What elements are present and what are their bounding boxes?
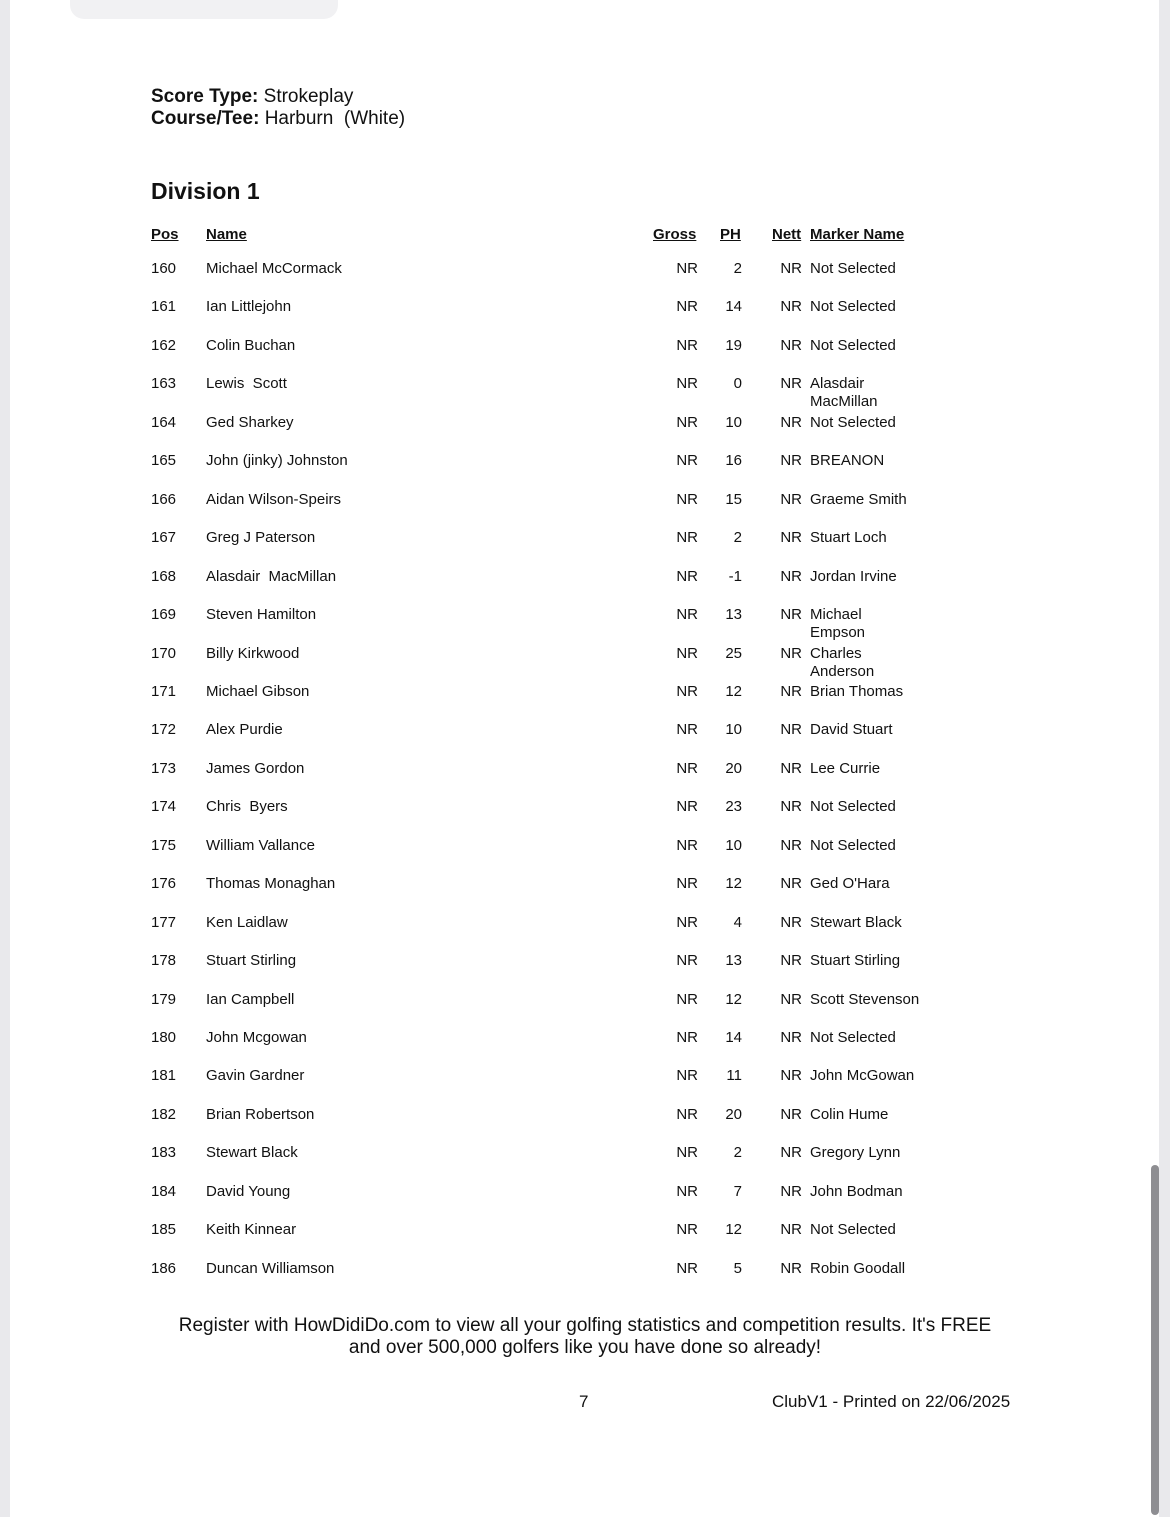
cell-ph: 10	[725, 413, 742, 431]
cell-nett: NR	[780, 452, 802, 470]
cell-pos: 163	[151, 375, 177, 393]
cell-nett: NR	[780, 1259, 802, 1277]
cell-pos: 184	[151, 1182, 177, 1200]
cell-gross: NR	[676, 990, 698, 1008]
table-row	[0, 721, 1170, 759]
table-row	[0, 1029, 1170, 1067]
table-row	[0, 798, 1170, 836]
cell-marker-name: BREANON	[810, 452, 885, 470]
cell-pos: 160	[151, 260, 177, 277]
cell-nett: NR	[780, 567, 802, 585]
cell-nett: NR	[780, 1221, 802, 1239]
register-note	[140, 1315, 1030, 1359]
cell-nett: NR	[780, 413, 802, 431]
cell-marker-name: Ged O'Hara	[810, 875, 890, 893]
cell-ph: 5	[733, 1259, 742, 1277]
cell-nett: NR	[780, 1144, 802, 1162]
course-tee-label: Course/Tee:	[151, 108, 260, 129]
cell-pos: 175	[151, 836, 177, 854]
cell-nett: NR	[780, 721, 802, 739]
cell-ph: 13	[725, 606, 742, 624]
cell-ph: 12	[725, 875, 742, 893]
cell-nett: NR	[780, 375, 802, 393]
cell-name: Greg J Paterson	[206, 529, 316, 547]
cell-ph: 12	[725, 682, 742, 700]
cell-name: John Mcgowan	[206, 1029, 307, 1046]
cell-gross: NR	[676, 606, 698, 624]
table-row	[0, 952, 1170, 990]
cell-name: Michael Gibson	[206, 682, 310, 700]
cell-marker-name: Graeme Smith	[810, 490, 907, 508]
cell-marker-name: Not Selected	[810, 1029, 896, 1046]
cell-name: Lewis Scott	[206, 375, 287, 393]
cell-nett: NR	[780, 336, 802, 354]
cell-name: Gavin Gardner	[206, 1067, 305, 1085]
cell-gross: NR	[676, 682, 698, 700]
score-type-label: Score Type:	[151, 86, 259, 107]
cell-gross: NR	[676, 1029, 698, 1046]
cell-nett: NR	[780, 606, 802, 624]
cell-name: Michael McCormack	[206, 260, 342, 277]
cell-name: Alex Purdie	[206, 721, 283, 739]
cell-name: Duncan Williamson	[206, 1259, 335, 1277]
cell-pos: 166	[151, 490, 177, 508]
cell-ph: 16	[725, 452, 742, 470]
toolbar-tab	[70, 0, 338, 19]
cell-pos: 170	[151, 644, 177, 662]
cell-pos: 174	[151, 798, 177, 816]
table-row	[0, 375, 1170, 413]
cell-nett: NR	[780, 759, 802, 777]
cell-name: Ian Littlejohn	[206, 298, 292, 316]
cell-ph: 4	[733, 913, 742, 931]
cell-pos: 168	[151, 567, 177, 585]
cell-gross: NR	[676, 452, 698, 470]
cell-gross: NR	[676, 836, 698, 854]
cell-marker-name: Jordan Irvine	[810, 567, 897, 585]
cell-ph: 19	[725, 336, 742, 354]
cell-marker-name: Not Selected	[810, 336, 896, 354]
cell-gross: NR	[676, 875, 698, 893]
cell-name: Keith Kinnear	[206, 1221, 297, 1239]
register-note-line-1: Register with HowDidiDo.com to view all your golfing statistics and competition results. It's FREE	[178, 1315, 992, 1336]
cell-ph: 20	[725, 759, 742, 777]
cell-gross: NR	[676, 490, 698, 508]
table-row	[0, 1260, 1170, 1298]
cell-pos: 181	[151, 1067, 177, 1085]
cell-name: David Young	[206, 1182, 291, 1200]
cell-ph: 10	[725, 836, 742, 854]
cell-marker-name: Michael Empson	[810, 606, 866, 642]
cell-marker-name: Gregory Lynn	[810, 1144, 901, 1162]
cell-gross: NR	[676, 644, 698, 662]
cell-marker-name: John McGowan	[810, 1067, 915, 1085]
table-row	[0, 568, 1170, 606]
cell-pos: 169	[151, 606, 177, 624]
cell-marker-name: Not Selected	[810, 1221, 896, 1239]
cell-nett: NR	[780, 1182, 802, 1200]
header-ph: PH	[720, 226, 741, 243]
cell-pos: 164	[151, 413, 177, 431]
cell-nett: NR	[780, 952, 802, 970]
table-row	[0, 606, 1170, 644]
cell-name: Chris Byers	[206, 798, 288, 816]
cell-gross: NR	[676, 798, 698, 816]
table-row	[0, 914, 1170, 952]
cell-pos: 167	[151, 529, 177, 547]
cell-ph: 13	[725, 952, 742, 970]
course-tee-value: Harburn (White)	[264, 108, 406, 129]
cell-ph: 14	[725, 298, 742, 316]
cell-marker-name: Stewart Black	[810, 913, 902, 931]
header-gross: Gross	[653, 226, 697, 243]
cell-ph: 12	[725, 990, 742, 1008]
cell-name: James Gordon	[206, 759, 305, 777]
cell-gross: NR	[676, 952, 698, 970]
cell-ph: 20	[725, 1105, 742, 1123]
cell-marker-name: Charles Anderson	[810, 644, 875, 680]
cell-pos: 183	[151, 1144, 177, 1162]
cell-ph: 7	[733, 1182, 742, 1200]
cell-name: Aidan Wilson-Speirs	[206, 490, 342, 508]
cell-pos: 180	[151, 1029, 177, 1046]
table-row	[0, 875, 1170, 913]
cell-name: Steven Hamilton	[206, 606, 317, 624]
header-pos: Pos	[151, 226, 179, 243]
table-row	[0, 414, 1170, 452]
cell-gross: NR	[676, 721, 698, 739]
cell-gross: NR	[676, 913, 698, 931]
cell-nett: NR	[780, 490, 802, 508]
table-row	[0, 1144, 1170, 1182]
cell-gross: NR	[676, 1144, 698, 1162]
division-title: Division 1	[151, 178, 260, 204]
cell-ph: 0	[733, 375, 742, 393]
cell-pos: 179	[151, 990, 177, 1008]
cell-marker-name: Stuart Stirling	[810, 952, 901, 970]
cell-marker-name: Brian Thomas	[810, 682, 904, 700]
cell-marker-name: John Bodman	[810, 1182, 903, 1200]
cell-ph: 12	[725, 1221, 742, 1239]
cell-name: Ken Laidlaw	[206, 913, 288, 931]
cell-name: Stewart Black	[206, 1144, 298, 1162]
cell-ph: 2	[733, 1144, 742, 1162]
cell-ph: 14	[725, 1029, 742, 1046]
cell-pos: 176	[151, 875, 177, 893]
cell-pos: 186	[151, 1259, 177, 1277]
cell-marker-name: David Stuart	[810, 721, 893, 739]
cell-gross: NR	[676, 529, 698, 547]
cell-pos: 182	[151, 1105, 177, 1123]
cell-gross: NR	[676, 375, 698, 393]
cell-name: Billy Kirkwood	[206, 644, 300, 662]
table-row	[0, 529, 1170, 567]
cell-name: Colin Buchan	[206, 336, 296, 354]
cell-gross: NR	[676, 1259, 698, 1277]
cell-nett: NR	[780, 836, 802, 854]
cell-marker-name: Not Selected	[810, 298, 896, 316]
cell-pos: 161	[151, 298, 177, 316]
cell-ph: 2	[733, 529, 742, 547]
table-row	[0, 491, 1170, 529]
cell-name: Ian Campbell	[206, 990, 295, 1008]
table-row	[0, 991, 1170, 1029]
cell-nett: NR	[780, 875, 802, 893]
cell-marker-name: Not Selected	[810, 413, 896, 431]
cell-ph: 2	[733, 260, 742, 277]
competition-meta	[151, 86, 405, 130]
cell-ph: 11	[726, 1067, 742, 1085]
cell-nett: NR	[780, 682, 802, 700]
cell-pos: 172	[151, 721, 177, 739]
table-row	[0, 298, 1170, 336]
cell-marker-name: Not Selected	[810, 260, 896, 277]
cell-nett: NR	[780, 529, 802, 547]
cell-pos: 173	[151, 759, 177, 777]
table-row	[0, 1067, 1170, 1105]
cell-marker-name: Alasdair MacMillan	[810, 375, 878, 411]
cell-marker-name: Scott Stevenson	[810, 990, 920, 1008]
cell-gross: NR	[676, 298, 698, 316]
cell-marker-name: Not Selected	[810, 798, 896, 816]
cell-nett: NR	[780, 913, 802, 931]
cell-nett: NR	[780, 1105, 802, 1123]
printed-on: ClubV1 - Printed on 22/06/2025	[772, 1392, 1011, 1411]
header-marker-name: Marker Name	[810, 226, 905, 243]
cell-ph: 25	[725, 644, 742, 662]
header-name: Name	[206, 226, 247, 243]
cell-nett: NR	[780, 644, 802, 662]
cell-marker-name: Lee Currie	[810, 759, 881, 777]
table-row	[0, 1183, 1170, 1221]
table-row	[0, 260, 1170, 298]
cell-nett: NR	[780, 298, 802, 316]
cell-name: Thomas Monaghan	[206, 875, 336, 893]
cell-gross: NR	[676, 1221, 698, 1239]
cell-pos: 178	[151, 952, 177, 970]
cell-gross: NR	[676, 413, 698, 431]
cell-gross: NR	[676, 1067, 698, 1085]
register-note-line-2: and over 500,000 golfers like you have done so already!	[348, 1337, 822, 1358]
score-type-value: Strokeplay	[263, 86, 354, 107]
table-row	[0, 1106, 1170, 1144]
cell-gross: NR	[676, 260, 698, 277]
cell-ph: 23	[725, 798, 742, 816]
cell-name: John (jinky) Johnston	[206, 452, 348, 470]
cell-nett: NR	[780, 798, 802, 816]
table-row	[0, 1221, 1170, 1259]
cell-marker-name: Robin Goodall	[810, 1259, 906, 1277]
cell-marker-name: Stuart Loch	[810, 529, 887, 547]
cell-gross: NR	[676, 759, 698, 777]
table-row	[0, 837, 1170, 875]
cell-pos: 177	[151, 913, 177, 931]
cell-gross: NR	[676, 1182, 698, 1200]
table-row	[0, 645, 1170, 683]
cell-gross: NR	[676, 336, 698, 354]
cell-pos: 162	[151, 336, 177, 354]
cell-nett: NR	[780, 260, 802, 277]
cell-marker-name: Colin Hume	[810, 1105, 889, 1123]
cell-gross: NR	[676, 567, 698, 585]
table-row	[0, 452, 1170, 490]
cell-pos: 185	[151, 1221, 177, 1239]
header-nett: Nett	[772, 226, 802, 243]
cell-name: Ged Sharkey	[206, 413, 294, 431]
cell-nett: NR	[780, 1029, 802, 1046]
cell-nett: NR	[780, 1067, 802, 1085]
cell-ph: 15	[725, 490, 742, 508]
cell-name: William Vallance	[206, 836, 315, 854]
cell-marker-name: Not Selected	[810, 836, 896, 854]
table-row	[0, 337, 1170, 375]
cell-pos: 165	[151, 452, 177, 470]
table-row	[0, 760, 1170, 798]
cell-name: Stuart Stirling	[206, 952, 297, 970]
cell-nett: NR	[780, 990, 802, 1008]
cell-name: Alasdair MacMillan	[206, 567, 337, 585]
cell-pos: 171	[151, 682, 177, 700]
table-row	[0, 683, 1170, 721]
cell-name: Brian Robertson	[206, 1105, 315, 1123]
cell-gross: NR	[676, 1105, 698, 1123]
page-number: 7	[579, 1392, 589, 1411]
cell-ph: -1	[728, 567, 742, 585]
cell-ph: 10	[725, 721, 742, 739]
